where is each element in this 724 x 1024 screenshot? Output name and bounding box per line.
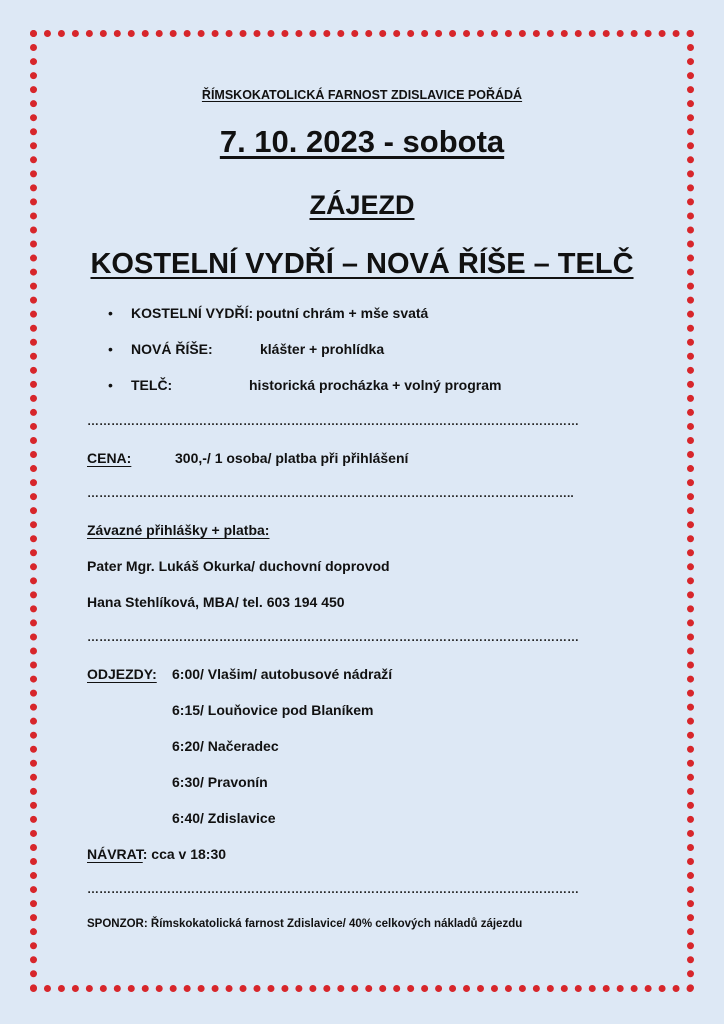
list-item	[0, 377, 724, 397]
bullet-icon: •	[108, 305, 113, 321]
stop-description: poutní chrám + mše svatá	[256, 305, 429, 321]
contact-phone: Hana Stehlíková, MBA/ tel. 603 194 450	[87, 594, 345, 610]
departure-item: 6:40/ Zdislavice	[172, 810, 276, 826]
stop-description: klášter + prohlídka	[260, 341, 385, 357]
stop-name: NOVÁ ŘÍŠE:	[131, 341, 213, 357]
stop-name: KOSTELNÍ VYDŘÍ:	[131, 305, 254, 321]
departure-item: 6:15/ Louňovice pod Blaníkem	[172, 702, 374, 718]
list-item	[0, 341, 724, 361]
price-label: CENA:	[87, 450, 132, 466]
return-label: NÁVRAT	[87, 846, 143, 862]
bullet-icon: •	[108, 341, 113, 357]
registration-label: Závazné přihlášky + platba:	[87, 522, 270, 538]
event-date: 7. 10. 2023 - sobota	[219, 124, 505, 159]
organizer-heading: ŘÍMSKOKATOLICKÁ FARNOST ZDISLAVICE POŘÁDÁ	[201, 88, 523, 102]
price-value: 300,-/ 1 osoba/ platba při přihlášení	[175, 450, 409, 466]
list-item	[0, 305, 724, 325]
route-title: KOSTELNÍ VYDŘÍ – NOVÁ ŘÍŠE – TELČ	[90, 248, 634, 280]
return-value: : cca v 18:30	[142, 846, 227, 862]
stop-description: historická procházka + volný program	[249, 377, 502, 393]
departure-item: 6:00/ Vlašim/ autobusové nádraží	[172, 666, 393, 682]
stop-name: TELČ:	[131, 377, 173, 393]
dotted-separator: ……………………………………………………………………………………………………………	[87, 630, 579, 644]
sponsor-note: SPONZOR: Římskokatolická farnost Zdislavice/ 40% celkových nákladů zájezdu	[87, 918, 523, 930]
departure-item: 6:30/ Pravonín	[172, 774, 268, 790]
contact-priest: Pater Mgr. Lukáš Okurka/ duchovní doprovod	[87, 558, 390, 574]
departure-item: 6:20/ Načeradec	[172, 738, 279, 754]
bullet-icon: •	[108, 377, 113, 393]
dotted-separator: ……………………………………………………………………………………………………………	[87, 882, 579, 896]
dotted-separator: …………………………………………………………………………………………………………..	[87, 486, 574, 500]
departures-label: ODJEZDY:	[87, 666, 157, 682]
dotted-separator: ……………………………………………………………………………………………………………	[87, 414, 579, 428]
return-time	[87, 846, 226, 862]
event-title: ZÁJEZD	[309, 190, 415, 220]
